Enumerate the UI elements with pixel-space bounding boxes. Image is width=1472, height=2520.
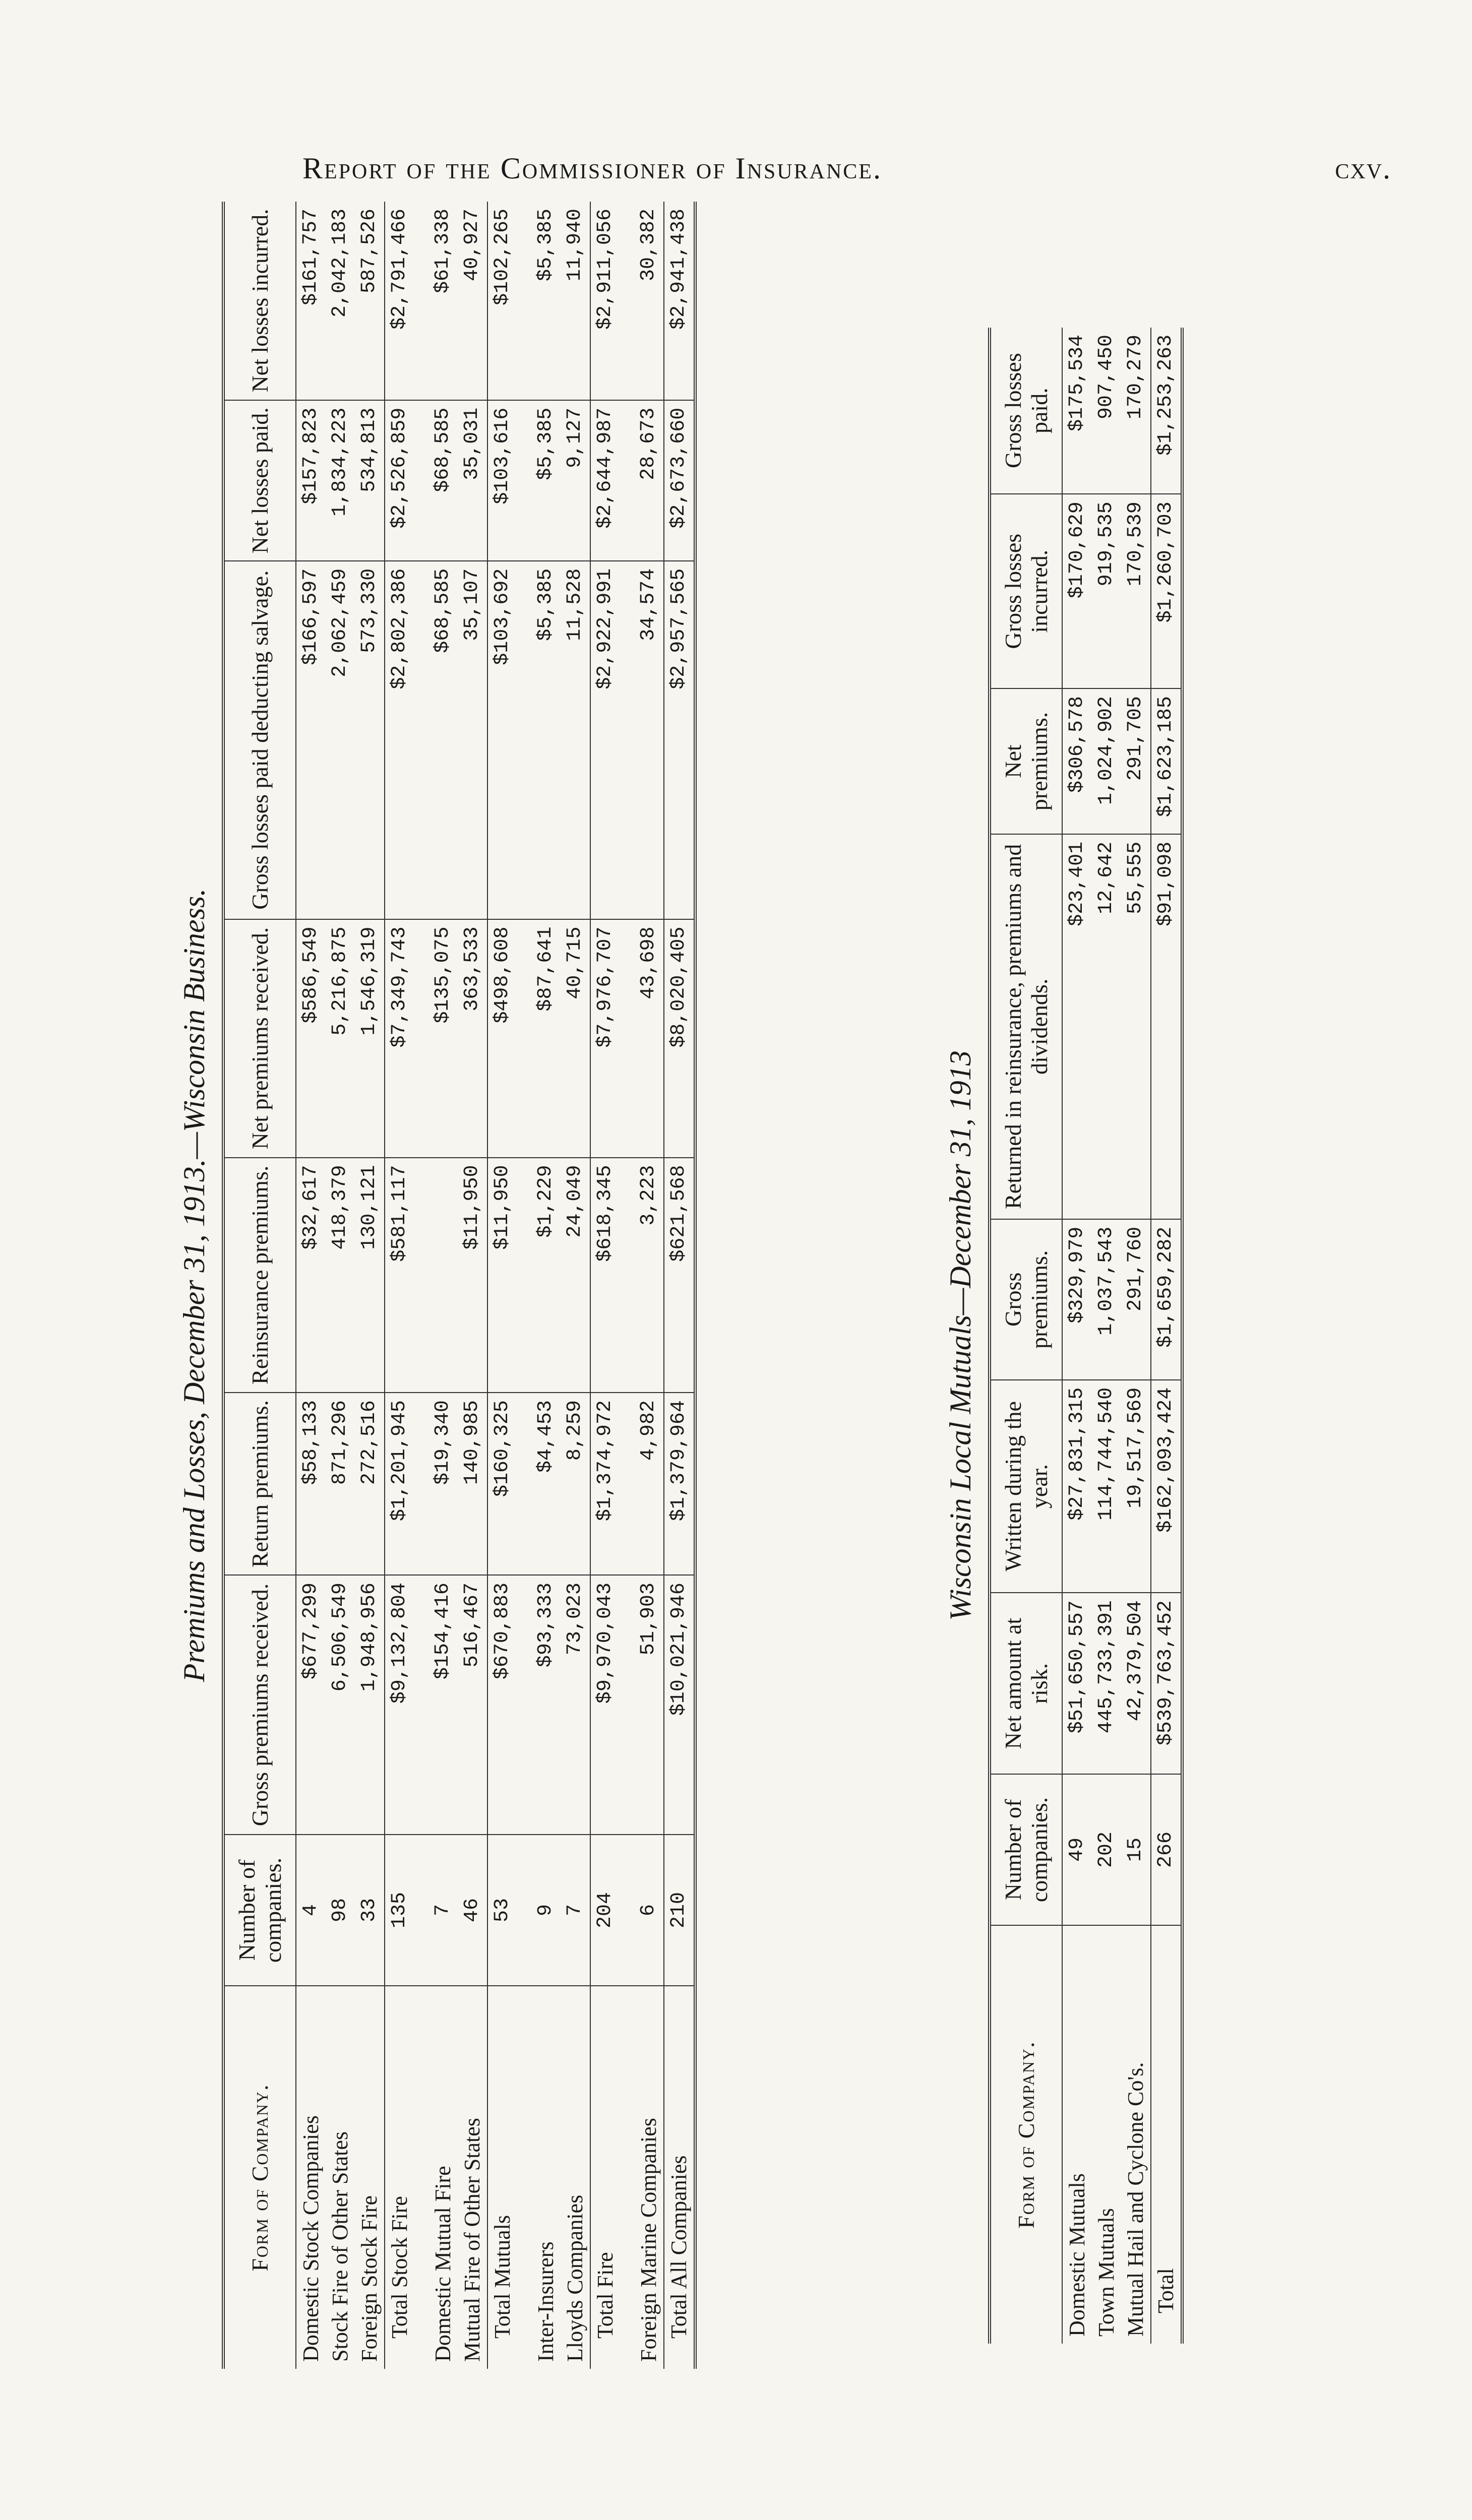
table-cell: $7,349,743 xyxy=(385,919,414,1158)
table-cell: 9,127 xyxy=(561,400,590,561)
table-cell: 170,279 xyxy=(1121,328,1151,494)
table-row xyxy=(1121,328,1151,2344)
total-row xyxy=(664,202,695,2369)
table-cell: $166,597 xyxy=(296,561,326,919)
table-cell: $93,333 xyxy=(531,1575,561,1835)
table1-caption: Premiums and Losses, December 31, 1913.—Wisconsin Business. xyxy=(177,888,211,1682)
row-label: Total Mutuals xyxy=(487,1986,517,2369)
table-cell: $1,659,282 xyxy=(1151,1219,1182,1380)
table-cell: 445,733,391 xyxy=(1092,1593,1121,1774)
table-cell: $618,345 xyxy=(590,1158,620,1393)
table-cell: $2,526,859 xyxy=(385,400,414,561)
table-cell: 24,049 xyxy=(561,1158,590,1393)
table2-column-header: Net amount at risk. xyxy=(990,1593,1062,1774)
table-cell: 272,516 xyxy=(355,1393,385,1575)
table-row xyxy=(355,202,385,2369)
table-cell: $4,453 xyxy=(531,1393,561,1575)
row-label: Inter-Insurers xyxy=(533,2241,558,2362)
table2-column-header: Written during the year. xyxy=(990,1380,1062,1593)
table-row xyxy=(531,202,561,2369)
table-cell: $2,791,466 xyxy=(385,202,414,400)
table-cell: $2,957,565 xyxy=(664,561,695,919)
table-cell: $135,075 xyxy=(428,919,458,1158)
table-row xyxy=(428,202,458,2369)
total-row xyxy=(1151,328,1182,2344)
row-label: Total xyxy=(1151,1925,1182,2344)
table-cell: 266 xyxy=(1151,1774,1182,1925)
table-cell: 534,813 xyxy=(355,400,385,561)
table-cell: 9 xyxy=(531,1835,561,1986)
row-label: Foreign Stock Fire xyxy=(357,2195,382,2362)
table-cell: $2,673,660 xyxy=(664,400,695,561)
table-cell: $23,401 xyxy=(1062,834,1092,1219)
table-cell: $11,950 xyxy=(487,1158,517,1393)
row-label: Mutual Fire of Other States xyxy=(460,2118,484,2362)
row-label: Total All Companies xyxy=(664,1986,695,2369)
table-cell: 8,259 xyxy=(561,1393,590,1575)
table-cell: 871,296 xyxy=(326,1393,355,1575)
table-cell: $162,093,424 xyxy=(1151,1380,1182,1593)
table-cell: 1,834,223 xyxy=(326,400,355,561)
table-row xyxy=(634,202,664,2369)
table-cell: 516,467 xyxy=(458,1575,487,1835)
table2-header-row xyxy=(990,328,1062,2344)
table-cell: 4 xyxy=(296,1835,326,1986)
table-cell: 15 xyxy=(1121,1774,1151,1925)
table-cell: $306,578 xyxy=(1062,688,1092,834)
table1-column-header: Net losses paid. xyxy=(223,400,296,561)
table-cell: 135 xyxy=(385,1835,414,1986)
row-spacer xyxy=(517,202,531,2369)
table-cell: 919,535 xyxy=(1092,494,1121,688)
table-cell: $19,340 xyxy=(428,1393,458,1575)
table-cell: 3,223 xyxy=(634,1158,664,1393)
row-label: Domestic Mutuals xyxy=(1065,2173,1089,2337)
running-title: Report of the Commissioner of Insurance. xyxy=(302,152,882,185)
table-cell: 46 xyxy=(458,1835,487,1986)
table-cell: $68,585 xyxy=(428,400,458,561)
table-cell: 30,382 xyxy=(634,202,664,400)
table-cell: 7 xyxy=(428,1835,458,1986)
table-cell: 202 xyxy=(1092,1774,1121,1925)
table-cell: $51,650,557 xyxy=(1062,1593,1092,1774)
table-cell: 1,037,543 xyxy=(1092,1219,1121,1380)
table-cell: $1,374,972 xyxy=(590,1393,620,1575)
table-cell: $5,385 xyxy=(531,400,561,561)
table-cell: 363,533 xyxy=(458,919,487,1158)
table-cell: 291,705 xyxy=(1121,688,1151,834)
table-cell: $7,976,707 xyxy=(590,919,620,1158)
table2-caption: Wisconsin Local Mutuals—December 31, 1913 xyxy=(944,1050,977,1621)
table-cell: 114,744,540 xyxy=(1092,1380,1121,1593)
table-cell: $32,617 xyxy=(296,1158,326,1393)
table-cell: 35,031 xyxy=(458,400,487,561)
table-cell: $586,549 xyxy=(296,919,326,1158)
table-cell: 2,042,183 xyxy=(326,202,355,400)
table1-column-header: Reinsurance premiums. xyxy=(223,1158,296,1393)
premiums-losses-block xyxy=(166,202,897,2369)
table-cell: 4,982 xyxy=(634,1393,664,1575)
table-cell: $91,098 xyxy=(1151,834,1182,1219)
row-label: Domestic Mutual Fire xyxy=(431,2166,455,2362)
table-cell: 573,330 xyxy=(355,561,385,919)
row-label: Stock Fire of Other States xyxy=(328,2131,352,2362)
table-cell: 28,673 xyxy=(634,400,664,561)
row-label: Total Stock Fire xyxy=(385,1986,414,2369)
table1-column-header: Net losses incurred. xyxy=(223,202,296,400)
table-cell: $1,253,263 xyxy=(1151,328,1182,494)
table-cell: 907,450 xyxy=(1092,328,1121,494)
table-cell: $329,979 xyxy=(1062,1219,1092,1380)
table-cell: $539,763,452 xyxy=(1151,1593,1182,1774)
table-cell: 98 xyxy=(326,1835,355,1986)
table-cell: 33 xyxy=(355,1835,385,1986)
table-cell: 418,379 xyxy=(326,1158,355,1393)
table2-column-header: Gross losses paid. xyxy=(990,328,1062,494)
table-cell: $154,416 xyxy=(428,1575,458,1835)
table-cell: $8,020,405 xyxy=(664,919,695,1158)
table-cell: 51,903 xyxy=(634,1575,664,1835)
table-cell: $11,950 xyxy=(458,1158,487,1393)
table-cell: $175,534 xyxy=(1062,328,1092,494)
table-cell: 35,107 xyxy=(458,561,487,919)
table-cell: $1,229 xyxy=(531,1158,561,1393)
table-cell: $670,883 xyxy=(487,1575,517,1835)
table-cell: $498,608 xyxy=(487,919,517,1158)
table2-column-header: Gross losses incurred. xyxy=(990,494,1062,688)
table1-column-header: Number of companies. xyxy=(223,1835,296,1986)
table-cell: 1,546,319 xyxy=(355,919,385,1158)
table-cell: 204 xyxy=(590,1835,620,1986)
table-cell: 40,927 xyxy=(458,202,487,400)
table-cell: 130,121 xyxy=(355,1158,385,1393)
local-mutuals-table xyxy=(988,328,1184,2344)
table-cell: $5,385 xyxy=(531,202,561,400)
table-cell: 12,642 xyxy=(1092,834,1121,1219)
table-cell: $10,021,946 xyxy=(664,1575,695,1835)
table-cell: 11,528 xyxy=(561,561,590,919)
table-cell: $103,692 xyxy=(487,561,517,919)
row-spacer xyxy=(620,202,634,2369)
table-row xyxy=(561,202,590,2369)
table2-column-header: Gross premiums. xyxy=(990,1219,1062,1380)
table-cell: 73,023 xyxy=(561,1575,590,1835)
total-row xyxy=(487,202,517,2369)
table-cell: $87,641 xyxy=(531,919,561,1158)
table-cell: $161,757 xyxy=(296,202,326,400)
row-label: Mutual Hail and Cyclone Co's. xyxy=(1123,2062,1148,2337)
table2-column-header: Returned in reinsurance, premiums and dividends. xyxy=(990,834,1062,1219)
row-label: Town Mutuals xyxy=(1094,2208,1119,2337)
table1-column-header: Gross premiums received. xyxy=(223,1575,296,1835)
table-cell: 1,948,956 xyxy=(355,1575,385,1835)
table-cell: 2,062,459 xyxy=(326,561,355,919)
table-cell: $61,338 xyxy=(428,202,458,400)
table-cell: $2,802,386 xyxy=(385,561,414,919)
table2-column-header: Net premiums. xyxy=(990,688,1062,834)
table-cell: 11,940 xyxy=(561,202,590,400)
table-cell: 291,760 xyxy=(1121,1219,1151,1380)
table-cell: $1,260,703 xyxy=(1151,494,1182,688)
table-cell: $160,325 xyxy=(487,1393,517,1575)
table-cell: $9,970,043 xyxy=(590,1575,620,1835)
table-cell: $677,299 xyxy=(296,1575,326,1835)
table-cell: $9,132,804 xyxy=(385,1575,414,1835)
table-cell: $2,922,991 xyxy=(590,561,620,919)
table-cell: $103,616 xyxy=(487,400,517,561)
table-cell: $1,623,185 xyxy=(1151,688,1182,834)
table1-column-header: Return premiums. xyxy=(223,1393,296,1575)
table1-column-header: Gross losses paid deducting salvage. xyxy=(223,561,296,919)
table-cell: $58,133 xyxy=(296,1393,326,1575)
table1-column-header: Form of Company. xyxy=(223,1986,296,2369)
table-cell: $27,831,315 xyxy=(1062,1380,1092,1593)
table2-column-header: Form of Company. xyxy=(990,1925,1062,2344)
table-cell: $621,568 xyxy=(664,1158,695,1393)
page-number: cxv. xyxy=(1335,152,1391,185)
table-cell: 53 xyxy=(487,1835,517,1986)
table-row xyxy=(296,202,326,2369)
row-label: Lloyds Companies xyxy=(563,2194,587,2362)
table-cell: $68,585 xyxy=(428,561,458,919)
table-cell: 6,506,549 xyxy=(326,1575,355,1835)
table-cell: 6 xyxy=(634,1835,664,1986)
row-spacer xyxy=(414,202,428,2369)
table-cell: $2,644,987 xyxy=(590,400,620,561)
table-cell: 587,526 xyxy=(355,202,385,400)
table-cell: 42,379,504 xyxy=(1121,1593,1151,1774)
table-cell: 34,574 xyxy=(634,561,664,919)
table-cell: 210 xyxy=(664,1835,695,1986)
premiums-losses-table xyxy=(222,202,697,2369)
row-label: Total Fire xyxy=(590,1986,620,2369)
total-row xyxy=(590,202,620,2369)
row-label: Foreign Marine Companies xyxy=(636,2118,661,2362)
table-cell: 7 xyxy=(561,1835,590,1986)
table-cell: 19,517,569 xyxy=(1121,1380,1151,1593)
table-cell: $157,823 xyxy=(296,400,326,561)
table-cell: $1,201,945 xyxy=(385,1393,414,1575)
table-cell: 1,024,902 xyxy=(1092,688,1121,834)
table-cell: 43,698 xyxy=(634,919,664,1158)
table-cell: 140,985 xyxy=(458,1393,487,1575)
total-row xyxy=(385,202,414,2369)
row-label: Domestic Stock Companies xyxy=(298,2115,323,2362)
table-row xyxy=(1062,328,1092,2344)
table1-column-header: Net premiums received. xyxy=(223,919,296,1158)
table-cell: $102,265 xyxy=(487,202,517,400)
table-cell: $170,629 xyxy=(1062,494,1092,688)
table-row xyxy=(326,202,355,2369)
table-cell xyxy=(428,1158,458,1393)
table-cell: $5,385 xyxy=(531,561,561,919)
table-cell: $2,911,056 xyxy=(590,202,620,400)
table-cell: $1,379,964 xyxy=(664,1393,695,1575)
table-cell: $581,117 xyxy=(385,1158,414,1393)
table2-column-header: Number of companies. xyxy=(990,1774,1062,1925)
table-cell: 49 xyxy=(1062,1774,1092,1925)
table-row xyxy=(1092,328,1121,2344)
table-row xyxy=(458,202,487,2369)
table1-header-row xyxy=(223,202,296,2369)
table-cell: 55,555 xyxy=(1121,834,1151,1219)
local-mutuals-block xyxy=(933,328,1346,2344)
table-cell: 40,715 xyxy=(561,919,590,1158)
table-cell: $2,941,438 xyxy=(664,202,695,400)
table-cell: 170,539 xyxy=(1121,494,1151,688)
table-cell: 5,216,875 xyxy=(326,919,355,1158)
